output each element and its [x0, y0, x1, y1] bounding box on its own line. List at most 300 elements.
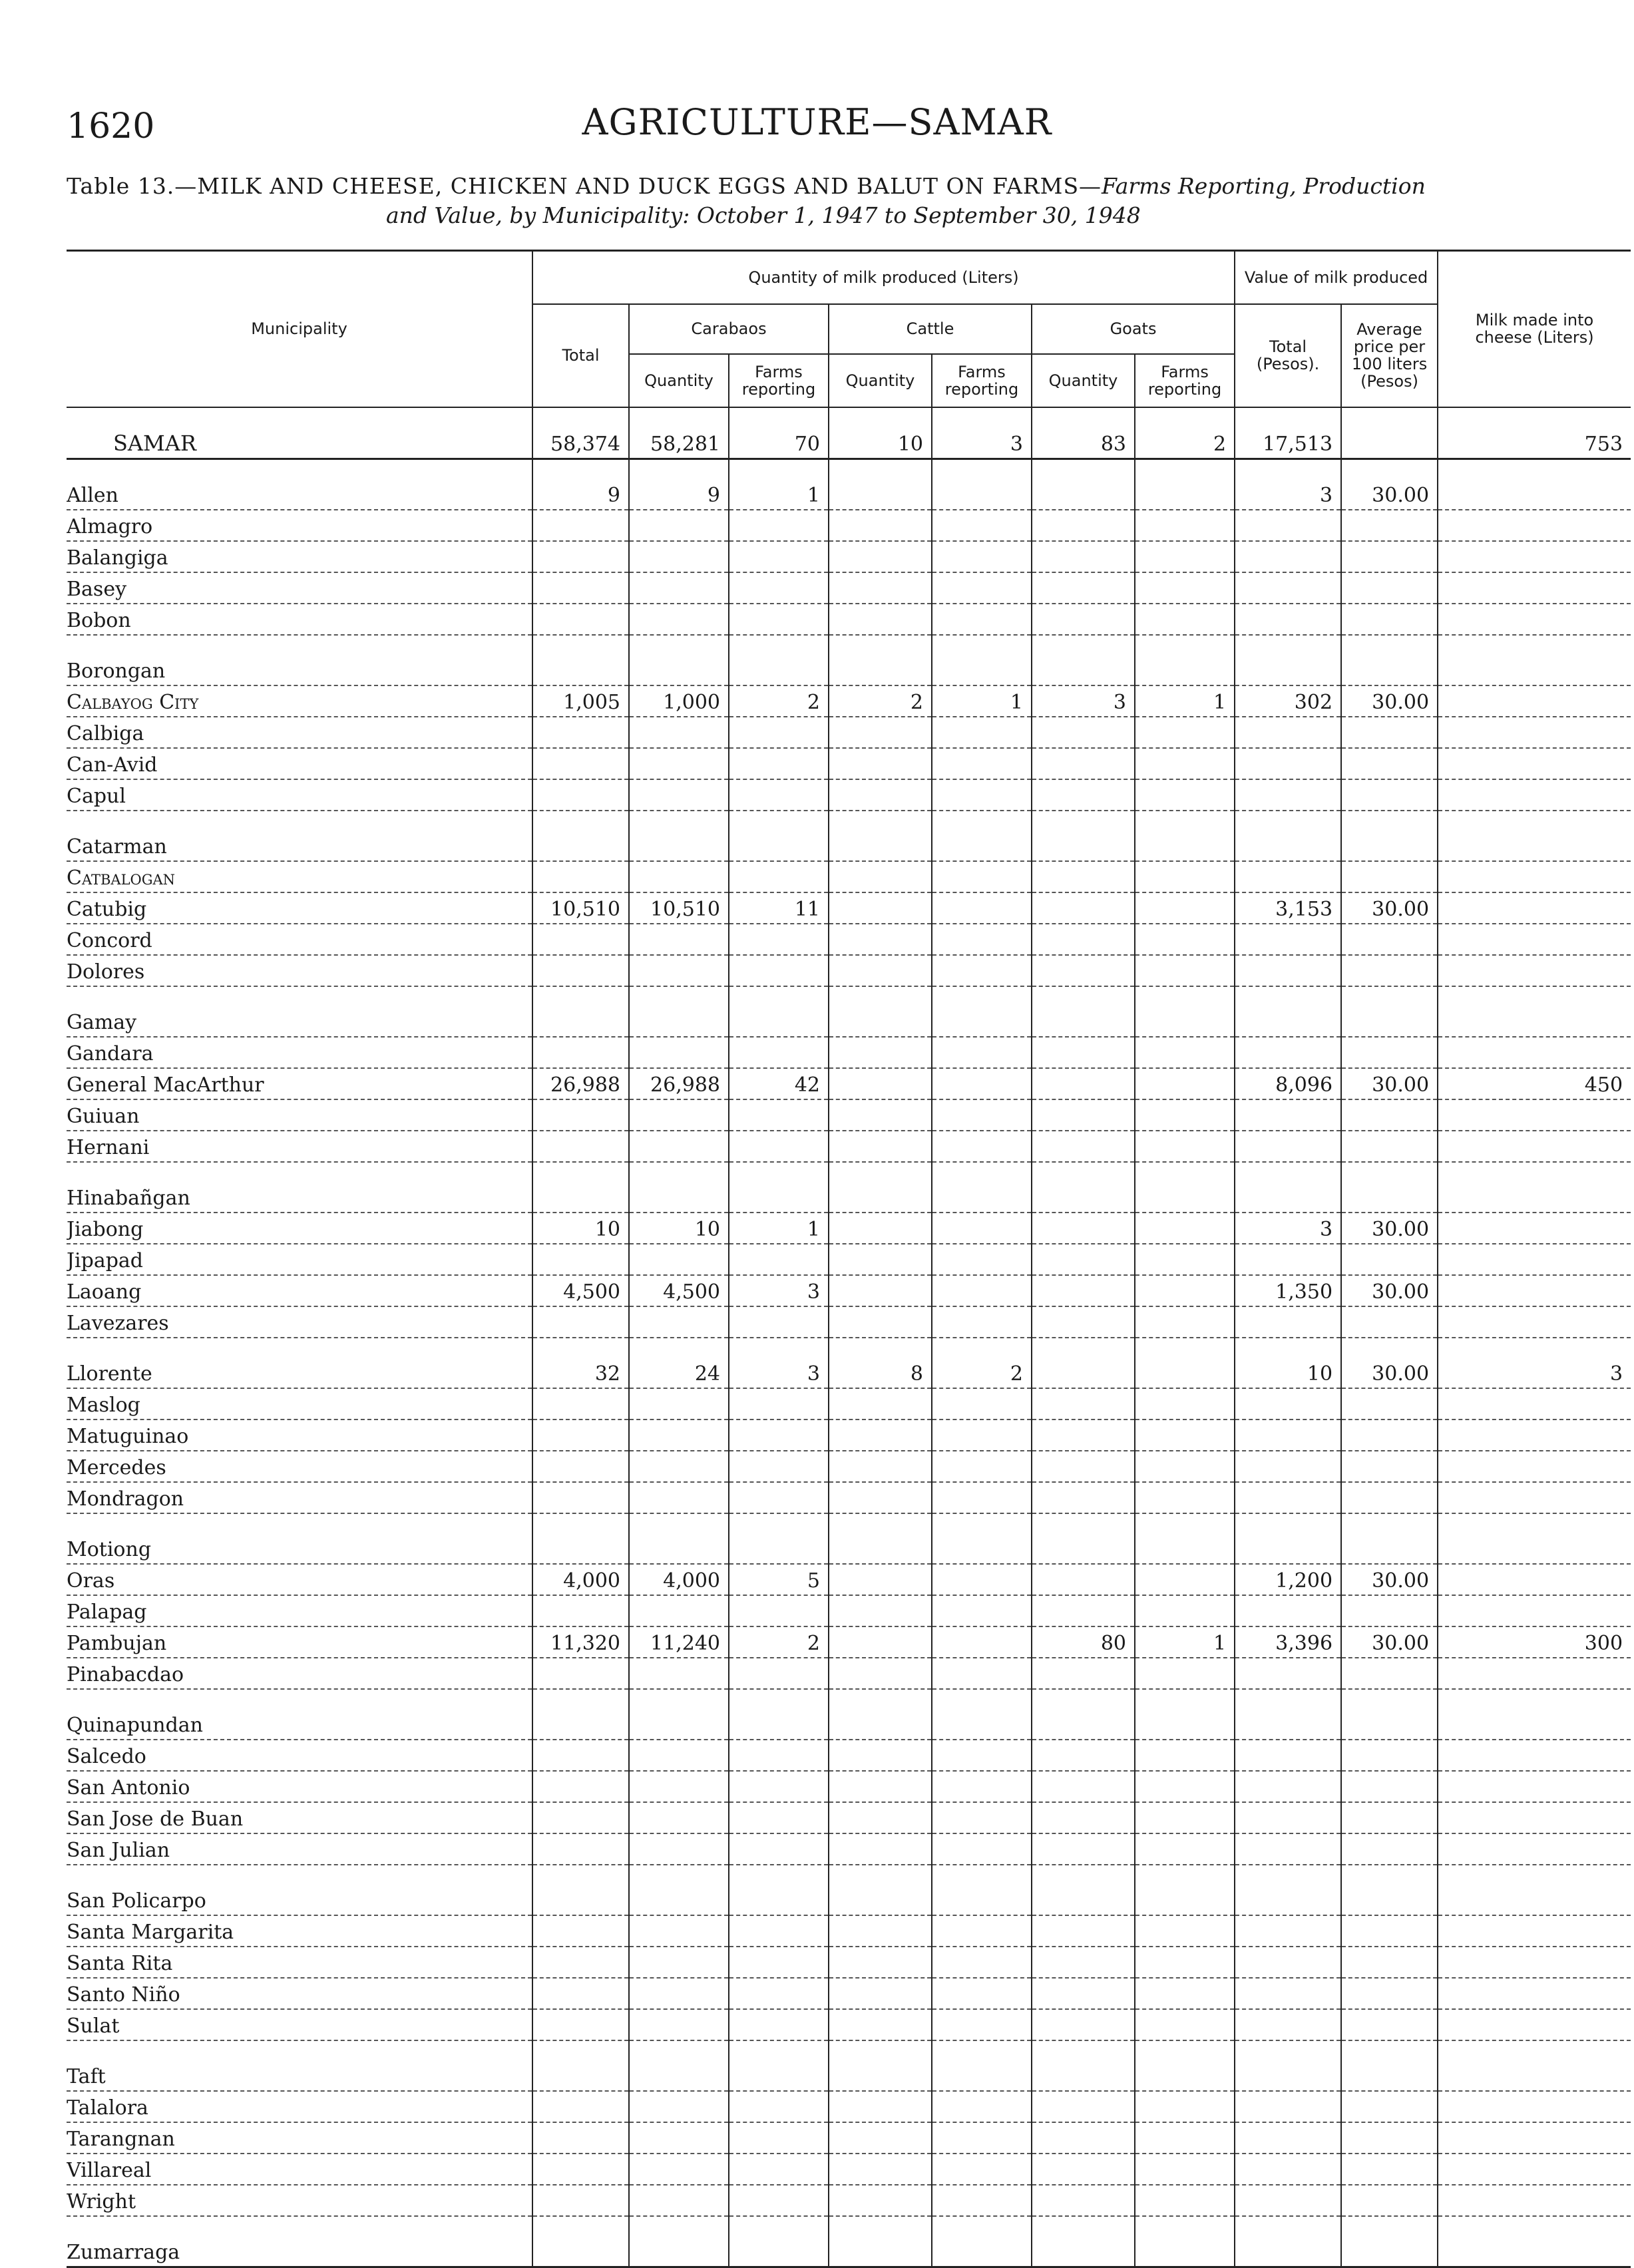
cell-avg	[1341, 1482, 1438, 1513]
table-row	[67, 2185, 1631, 2216]
table-row	[67, 1947, 1631, 1978]
cell-goat-farms	[1135, 604, 1235, 635]
row-name: Almagro	[67, 510, 532, 541]
cell-total	[532, 1658, 629, 1689]
cell-cattle-farms	[932, 2009, 1032, 2040]
cell-cheese: 3	[1438, 1358, 1631, 1388]
cell-goat-qty	[1032, 2185, 1135, 2216]
cell-carabao-farms	[729, 717, 829, 748]
page-title: AGRICULTURE—SAMAR	[582, 101, 1052, 143]
cell-value	[1235, 1306, 1341, 1338]
table-row	[67, 1451, 1631, 1482]
cell-carabao-qty	[629, 1419, 729, 1451]
cell-goat-farms	[1135, 479, 1235, 510]
cell-cattle-qty	[829, 1388, 932, 1419]
cell-value: 1,350	[1235, 1275, 1341, 1306]
cell-cattle-farms	[932, 2185, 1032, 2216]
table-row	[67, 1388, 1631, 1419]
gap-cell	[629, 1338, 729, 1358]
cell-carabao-qty	[629, 1915, 729, 1947]
cell-avg	[1341, 1978, 1438, 2009]
page-number: 1620	[67, 106, 155, 146]
milk-table	[67, 250, 1631, 2268]
gap-cell	[729, 459, 829, 479]
cell-cattle-qty	[829, 1275, 932, 1306]
cell-cheese	[1438, 510, 1631, 541]
cell-cheese	[1438, 541, 1631, 572]
cell-cattle-farms	[932, 955, 1032, 986]
cell-carabao-qty	[629, 1131, 729, 1162]
cell-value: 3,396	[1235, 1626, 1341, 1658]
row-name: Motiong	[67, 1533, 532, 1564]
row-name: Talalora	[67, 2091, 532, 2122]
cell-goat-farms	[1135, 1595, 1235, 1626]
cell-goat-qty	[1032, 2122, 1135, 2154]
cell-carabao-farms	[729, 1099, 829, 1131]
cell-carabao-farms	[729, 2091, 829, 2122]
table-caption	[67, 172, 1564, 230]
cell-value	[1235, 1833, 1341, 1865]
gap-cell	[1135, 1865, 1235, 1885]
cell-goat-qty	[1032, 831, 1135, 861]
table-row	[67, 955, 1631, 986]
cell-carabao-farms	[729, 2154, 829, 2185]
cell-cheese	[1438, 1482, 1631, 1513]
cell-carabao-qty: 10,510	[629, 892, 729, 924]
cell-cheese	[1438, 479, 1631, 510]
table-row	[67, 1802, 1631, 1833]
cell-avg	[1341, 1306, 1438, 1338]
cell-goat-farms	[1135, 1068, 1235, 1099]
cell-total	[532, 655, 629, 685]
header-carabaos: Carabaos	[629, 304, 829, 354]
cell-goat-qty	[1032, 1771, 1135, 1802]
cell-goat-qty	[1032, 924, 1135, 955]
cell-goat-qty	[1032, 1358, 1135, 1388]
cell-value	[1235, 924, 1341, 955]
cell-avg: 30.00	[1341, 1068, 1438, 1099]
table-row	[67, 717, 1631, 748]
cell-cheese	[1438, 1771, 1631, 1802]
cell-avg	[1341, 831, 1438, 861]
cell-carabao-farms	[729, 1709, 829, 1740]
cell-cattle-qty	[829, 1533, 932, 1564]
cell-cattle-qty	[829, 831, 932, 861]
header-milk-value: Value of milk produced	[1235, 251, 1438, 304]
cell-cheese	[1438, 655, 1631, 685]
cell-cheese: 300	[1438, 1626, 1631, 1658]
cell-cattle-farms	[932, 1947, 1032, 1978]
row-name: Santo Niño	[67, 1978, 532, 2009]
gap-cell	[932, 459, 1032, 479]
table-row	[67, 1306, 1631, 1338]
row-gap	[67, 635, 1631, 655]
cell-cattle-qty	[829, 779, 932, 811]
cell-avg	[1341, 2060, 1438, 2091]
cell-value: 17,513	[1235, 407, 1341, 459]
cell-goat-qty	[1032, 1833, 1135, 1865]
row-name: SAMAR	[67, 407, 532, 459]
table-row	[67, 2060, 1631, 2091]
cell-goat-qty	[1032, 1564, 1135, 1595]
gap-cell	[629, 1162, 729, 1182]
row-name: Gandara	[67, 1037, 532, 1068]
cell-cattle-farms	[932, 655, 1032, 685]
table-row	[67, 1833, 1631, 1865]
cell-avg	[1341, 2122, 1438, 2154]
cell-avg	[1341, 861, 1438, 892]
gap-cell	[729, 986, 829, 1006]
cell-cattle-qty	[829, 2091, 932, 2122]
cell-value	[1235, 2091, 1341, 2122]
cell-goat-farms	[1135, 1802, 1235, 1833]
cell-cheese	[1438, 1419, 1631, 1451]
cell-cattle-qty	[829, 1947, 932, 1978]
cell-cheese: 450	[1438, 1068, 1631, 1099]
header-value-total: Total (Pesos).	[1235, 304, 1341, 407]
gap-cell	[1438, 635, 1631, 655]
table-row	[67, 1358, 1631, 1388]
cell-goat-farms	[1135, 1419, 1235, 1451]
cell-carabao-farms	[729, 831, 829, 861]
cell-goat-farms	[1135, 1451, 1235, 1482]
cell-total	[532, 924, 629, 955]
cell-carabao-qty	[629, 2185, 729, 2216]
table-row	[67, 1595, 1631, 1626]
cell-avg	[1341, 1533, 1438, 1564]
cell-cheese	[1438, 924, 1631, 955]
cell-cattle-qty: 10	[829, 407, 932, 459]
cell-value	[1235, 2185, 1341, 2216]
gap-cell	[1032, 2216, 1135, 2236]
cell-carabao-qty: 1,000	[629, 685, 729, 717]
cell-cattle-qty	[829, 1626, 932, 1658]
cell-cheese	[1438, 1978, 1631, 2009]
cell-total	[532, 1978, 629, 2009]
cell-value	[1235, 572, 1341, 604]
cell-cattle-qty	[829, 604, 932, 635]
cell-avg	[1341, 541, 1438, 572]
cell-cattle-qty	[829, 1885, 932, 1915]
cell-goat-qty	[1032, 604, 1135, 635]
cell-value	[1235, 1947, 1341, 1978]
cell-avg: 30.00	[1341, 1275, 1438, 1306]
cell-cheese	[1438, 717, 1631, 748]
cell-carabao-farms	[729, 2236, 829, 2267]
gap-cell	[729, 2216, 829, 2236]
row-name: Catubig	[67, 892, 532, 924]
cell-goat-farms	[1135, 717, 1235, 748]
gap-cell	[532, 1865, 629, 1885]
cell-value: 10	[1235, 1358, 1341, 1388]
cell-cattle-farms	[932, 1037, 1032, 1068]
cell-total	[532, 2009, 629, 2040]
cell-total: 58,374	[532, 407, 629, 459]
table-row	[67, 541, 1631, 572]
cell-cattle-qty	[829, 1451, 932, 1482]
cell-carabao-qty	[629, 2122, 729, 2154]
cell-total	[532, 541, 629, 572]
table-row	[67, 1275, 1631, 1306]
cell-goat-farms	[1135, 1915, 1235, 1947]
cell-avg	[1341, 1885, 1438, 1915]
cell-carabao-farms	[729, 604, 829, 635]
cell-carabao-qty	[629, 2091, 729, 2122]
table-row	[67, 1885, 1631, 1915]
cell-carabao-farms	[729, 2185, 829, 2216]
cell-goat-qty	[1032, 2236, 1135, 2267]
cell-value	[1235, 1131, 1341, 1162]
gap-cell	[1135, 459, 1235, 479]
cell-total	[532, 1740, 629, 1771]
cell-carabao-qty	[629, 831, 729, 861]
cell-value	[1235, 2122, 1341, 2154]
table-body	[67, 407, 1631, 2267]
cell-carabao-farms	[729, 748, 829, 779]
cell-carabao-qty: 4,000	[629, 1564, 729, 1595]
gap-cell	[1032, 1865, 1135, 1885]
cell-total	[532, 1244, 629, 1275]
cell-goat-qty	[1032, 1037, 1135, 1068]
table-row	[67, 1068, 1631, 1099]
cell-goat-qty	[1032, 892, 1135, 924]
gap-cell	[829, 1689, 932, 1709]
cell-avg	[1341, 655, 1438, 685]
gap-cell	[629, 2216, 729, 2236]
cell-cheese	[1438, 861, 1631, 892]
gap-cell	[67, 459, 532, 479]
cell-carabao-farms	[729, 1947, 829, 1978]
gap-cell	[829, 811, 932, 831]
cell-value: 8,096	[1235, 1068, 1341, 1099]
cell-cheese	[1438, 1658, 1631, 1689]
row-name: San Antonio	[67, 1771, 532, 1802]
cell-carabao-qty	[629, 1099, 729, 1131]
gap-cell	[932, 811, 1032, 831]
cell-avg	[1341, 1244, 1438, 1275]
cell-value	[1235, 1771, 1341, 1802]
cell-cattle-qty	[829, 924, 932, 955]
cell-value	[1235, 1388, 1341, 1419]
cell-cattle-farms: 3	[932, 407, 1032, 459]
cell-cattle-qty	[829, 1482, 932, 1513]
cell-carabao-qty	[629, 717, 729, 748]
cell-goat-qty	[1032, 1451, 1135, 1482]
row-name: Tarangnan	[67, 2122, 532, 2154]
cell-carabao-qty: 4,500	[629, 1275, 729, 1306]
cell-goat-qty	[1032, 1131, 1135, 1162]
table-row	[67, 510, 1631, 541]
cell-avg	[1341, 1595, 1438, 1626]
cell-cattle-farms	[932, 1388, 1032, 1419]
gap-cell	[729, 1689, 829, 1709]
cell-total	[532, 1482, 629, 1513]
cell-goat-farms	[1135, 1978, 1235, 2009]
cell-goat-farms: 1	[1135, 1626, 1235, 1658]
cell-carabao-qty	[629, 1709, 729, 1740]
cell-cheese	[1438, 892, 1631, 924]
table-row	[67, 2009, 1631, 2040]
cell-cheese	[1438, 1740, 1631, 1771]
gap-cell	[1341, 2216, 1438, 2236]
cell-cattle-farms	[932, 1658, 1032, 1689]
table-row	[67, 2154, 1631, 2185]
gap-cell	[67, 1338, 532, 1358]
cell-avg	[1341, 924, 1438, 955]
cell-value	[1235, 1244, 1341, 1275]
cell-cheese	[1438, 685, 1631, 717]
cell-cattle-qty	[829, 1419, 932, 1451]
gap-cell	[629, 635, 729, 655]
cell-cattle-qty	[829, 2060, 932, 2091]
table-row	[67, 2236, 1631, 2267]
gap-cell	[932, 1513, 1032, 1533]
cell-goat-farms	[1135, 1358, 1235, 1388]
gap-cell	[932, 986, 1032, 1006]
cell-avg: 30.00	[1341, 479, 1438, 510]
cell-total	[532, 1006, 629, 1037]
row-gap	[67, 459, 1631, 479]
cell-carabao-qty: 26,988	[629, 1068, 729, 1099]
cell-carabao-farms	[729, 955, 829, 986]
cell-total	[532, 831, 629, 861]
cell-cattle-farms	[932, 1771, 1032, 1802]
cell-value: 302	[1235, 685, 1341, 717]
cell-cheese	[1438, 1275, 1631, 1306]
table-row	[67, 1709, 1631, 1740]
row-name: Laoang	[67, 1275, 532, 1306]
cell-goat-qty	[1032, 1885, 1135, 1915]
cell-cattle-qty	[829, 1833, 932, 1865]
cell-carabao-farms	[729, 2009, 829, 2040]
row-name: San Policarpo	[67, 1885, 532, 1915]
cell-carabao-qty	[629, 924, 729, 955]
cell-carabao-farms: 2	[729, 1626, 829, 1658]
row-name: Can-Avid	[67, 748, 532, 779]
cell-goat-qty	[1032, 510, 1135, 541]
cell-cattle-qty	[829, 1131, 932, 1162]
row-name: Bobon	[67, 604, 532, 635]
cell-value	[1235, 831, 1341, 861]
cell-value	[1235, 1915, 1341, 1947]
cell-goat-qty: 3	[1032, 685, 1135, 717]
cell-cattle-farms	[932, 1740, 1032, 1771]
gap-cell	[729, 811, 829, 831]
cell-goat-qty	[1032, 1006, 1135, 1037]
cell-cattle-farms	[932, 1068, 1032, 1099]
cell-goat-farms	[1135, 955, 1235, 986]
row-name: Santa Margarita	[67, 1915, 532, 1947]
cell-carabao-farms	[729, 924, 829, 955]
cell-value	[1235, 604, 1341, 635]
gap-cell	[1235, 2216, 1341, 2236]
cell-carabao-farms	[729, 1451, 829, 1482]
cell-goat-farms	[1135, 541, 1235, 572]
cell-carabao-qty	[629, 1833, 729, 1865]
table-row	[67, 1978, 1631, 2009]
cell-total	[532, 717, 629, 748]
cell-cattle-qty	[829, 1915, 932, 1947]
cell-goat-qty	[1032, 1802, 1135, 1833]
row-name: Concord	[67, 924, 532, 955]
cell-carabao-qty	[629, 655, 729, 685]
cell-goat-farms	[1135, 655, 1235, 685]
row-gap	[67, 2216, 1631, 2236]
cell-cheese	[1438, 1833, 1631, 1865]
row-name: Zumarraga	[67, 2236, 532, 2267]
cell-goat-farms	[1135, 831, 1235, 861]
row-name: Palapag	[67, 1595, 532, 1626]
gap-cell	[1438, 1338, 1631, 1358]
cell-cattle-farms	[932, 717, 1032, 748]
cell-cheese	[1438, 1564, 1631, 1595]
cell-cattle-farms	[932, 1213, 1032, 1244]
gap-cell	[532, 986, 629, 1006]
cell-total: 1,005	[532, 685, 629, 717]
cell-carabao-qty	[629, 779, 729, 811]
cell-total	[532, 1131, 629, 1162]
cell-cheese	[1438, 748, 1631, 779]
cell-avg	[1341, 1099, 1438, 1131]
cell-cheese	[1438, 2091, 1631, 2122]
cell-value	[1235, 748, 1341, 779]
cell-cattle-farms	[932, 924, 1032, 955]
cell-total: 26,988	[532, 1068, 629, 1099]
gap-cell	[932, 1689, 1032, 1709]
cell-cheese	[1438, 955, 1631, 986]
table-row	[67, 1037, 1631, 1068]
cell-goat-farms	[1135, 2154, 1235, 2185]
gap-cell	[1341, 1865, 1438, 1885]
cell-avg	[1341, 2091, 1438, 2122]
cell-carabao-qty	[629, 1947, 729, 1978]
cell-carabao-qty	[629, 604, 729, 635]
cell-goat-qty	[1032, 861, 1135, 892]
cell-value	[1235, 541, 1341, 572]
cell-cattle-farms	[932, 831, 1032, 861]
cell-cattle-qty	[829, 1740, 932, 1771]
gap-cell	[1341, 1513, 1438, 1533]
cell-avg	[1341, 1771, 1438, 1802]
table-row	[67, 1182, 1631, 1213]
cell-goat-qty	[1032, 779, 1135, 811]
table-row	[67, 479, 1631, 510]
gap-cell	[1135, 1689, 1235, 1709]
gap-cell	[1341, 1162, 1438, 1182]
cell-value	[1235, 1182, 1341, 1213]
gap-cell	[67, 1689, 532, 1709]
row-gap	[67, 986, 1631, 1006]
gap-cell	[932, 635, 1032, 655]
table-row	[67, 604, 1631, 635]
cell-cattle-qty	[829, 1978, 932, 2009]
cell-carabao-qty	[629, 1533, 729, 1564]
cell-cattle-farms: 2	[932, 1358, 1032, 1388]
gap-cell	[829, 2040, 932, 2060]
cell-goat-qty: 80	[1032, 1626, 1135, 1658]
cell-total	[532, 1099, 629, 1131]
cell-avg	[1341, 604, 1438, 635]
cell-carabao-qty	[629, 1037, 729, 1068]
cell-cattle-qty	[829, 955, 932, 986]
cell-goat-qty	[1032, 1275, 1135, 1306]
cell-goat-farms	[1135, 748, 1235, 779]
cell-cheese	[1438, 2122, 1631, 2154]
row-name: Dolores	[67, 955, 532, 986]
gap-cell	[1135, 2040, 1235, 2060]
cell-avg	[1341, 2236, 1438, 2267]
cell-total	[532, 2236, 629, 2267]
